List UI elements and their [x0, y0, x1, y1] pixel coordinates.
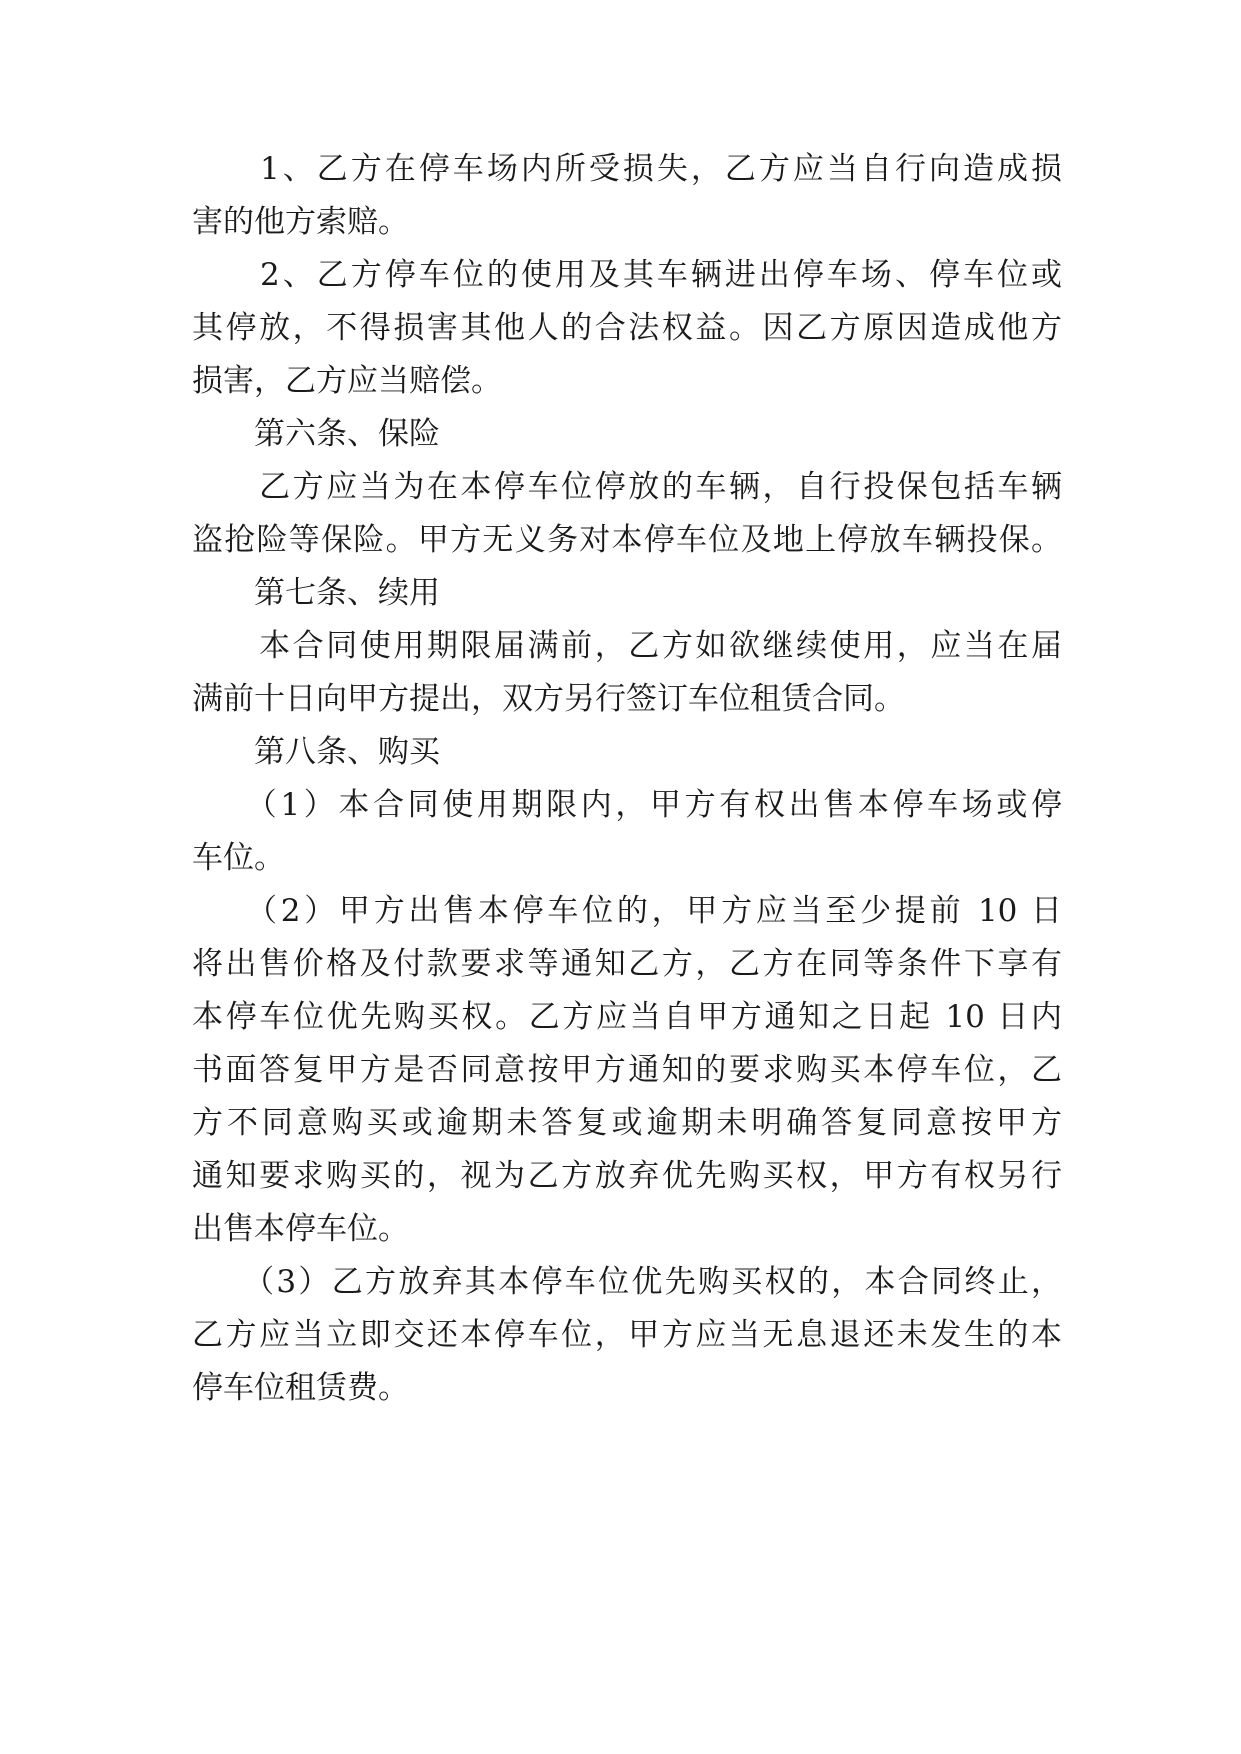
section-heading: 第六条、保险 — [192, 416, 440, 452]
text-line: （2）甲方出售本停车位的，甲方应当至少提前 10 日 — [192, 893, 1062, 929]
text-line: 2、乙方停车位的使用及其车辆进出停车场、停车位或 — [192, 257, 1062, 293]
text-line: 方不同意购买或逾期未答复或逾期未明确答复同意按甲方 — [192, 1105, 1062, 1141]
text-line: 通知要求购买的，视为乙方放弃优先购买权，甲方有权另行 — [192, 1158, 1062, 1194]
text-line: 1、乙方在停车场内所受损失，乙方应当自行向造成损 — [192, 151, 1062, 187]
text-line: 停车位租赁费。 — [192, 1370, 409, 1406]
text-line: 乙方应当为在本停车位停放的车辆，自行投保包括车辆 — [192, 469, 1062, 505]
text-line: （3）乙方放弃其本停车位优先购买权的，本合同终止， — [192, 1264, 1062, 1300]
section-heading: 第八条、购买 — [192, 734, 440, 770]
text-line: 盗抢险等保险。甲方无义务对本停车位及地上停放车辆投保。 — [192, 522, 1062, 558]
text-line: 乙方应当立即交还本停车位，甲方应当无息退还未发生的本 — [192, 1317, 1062, 1353]
section-heading: 第七条、续用 — [192, 575, 440, 611]
text-line: 车位。 — [192, 840, 285, 876]
text-line: 其停放，不得损害其他人的合法权益。因乙方原因造成他方 — [192, 310, 1062, 346]
text-line: 满前十日向甲方提出，双方另行签订车位租赁合同。 — [192, 681, 905, 717]
text-line: 损害，乙方应当赔偿。 — [192, 363, 502, 399]
text-line: 害的他方索赔。 — [192, 204, 409, 240]
text-line: 本停车位优先购买权。乙方应当自甲方通知之日起 10 日内 — [192, 999, 1062, 1035]
text-line: 本合同使用期限届满前，乙方如欲继续使用，应当在届 — [192, 628, 1062, 664]
text-line: 将出售价格及付款要求等通知乙方，乙方在同等条件下享有 — [192, 946, 1062, 982]
text-line: 书面答复甲方是否同意按甲方通知的要求购买本停车位，乙 — [192, 1052, 1062, 1088]
text-line: （1）本合同使用期限内，甲方有权出售本停车场或停 — [192, 787, 1062, 823]
text-line: 出售本停车位。 — [192, 1211, 409, 1247]
